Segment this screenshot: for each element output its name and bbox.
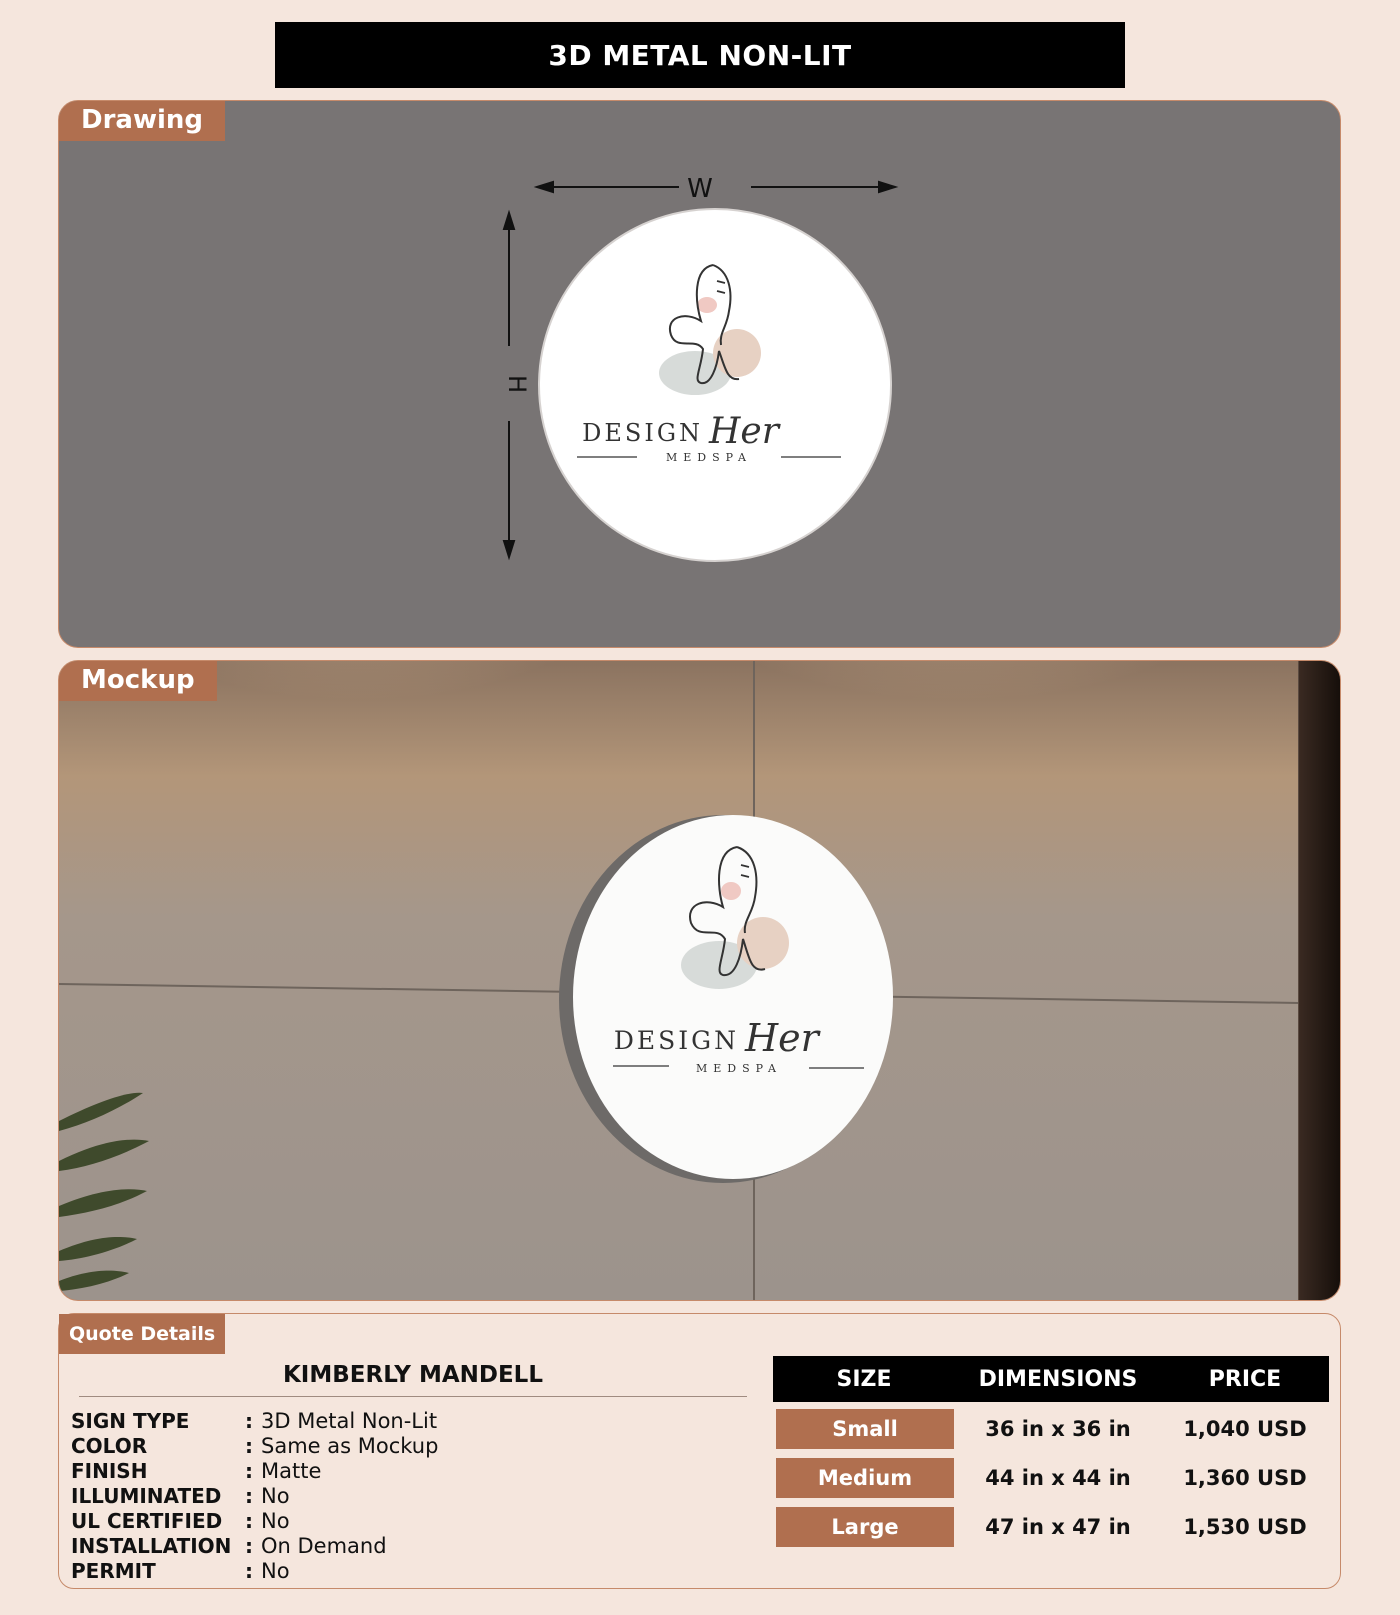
dimensions-cell: 44 in x 44 in (985, 1466, 1131, 1490)
quote-details-tag: Quote Details (59, 1314, 225, 1354)
spec-value: On Demand (261, 1533, 387, 1558)
spec-label: INSTALLATION (71, 1533, 232, 1558)
spec-colon: : (245, 1433, 253, 1458)
header-price: PRICE (1208, 1366, 1282, 1392)
mockup-panel (58, 660, 1341, 1301)
spec-label: SIGN TYPE (71, 1408, 190, 1433)
mockup-logo-sub-medspa: MEDSPA (696, 1062, 782, 1075)
spec-label: FINISH (71, 1458, 148, 1483)
width-label: W (687, 174, 713, 204)
drawing-panel (58, 100, 1341, 648)
spec-colon: : (245, 1408, 253, 1433)
price-row-small (773, 1407, 1329, 1451)
spec-value: 3D Metal Non-Lit (261, 1408, 438, 1433)
mockup-tag: Mockup (59, 661, 217, 701)
dimensions-cell: 47 in x 47 in (985, 1515, 1131, 1539)
drawing-tag: Drawing (59, 101, 225, 141)
spec-value: No (261, 1508, 290, 1533)
logo-sub-medspa: MEDSPA (666, 451, 752, 464)
price-table (773, 1356, 1329, 1549)
spec-label: UL CERTIFIED (71, 1508, 223, 1533)
spec-colon: : (245, 1508, 253, 1533)
spec-value: Matte (261, 1458, 322, 1483)
spec-label: PERMIT (71, 1558, 156, 1583)
spec-row-permit (71, 1558, 438, 1583)
price-table-header (773, 1356, 1329, 1402)
mockup-logo-word-her: Her (745, 1016, 819, 1060)
spec-value: Same as Mockup (261, 1433, 439, 1458)
spec-row-sign-type (71, 1408, 438, 1433)
logo-word-her: Her (709, 411, 779, 452)
spec-value: No (261, 1558, 290, 1583)
sign-drawing (59, 101, 1341, 648)
size-option-large[interactable]: Large (776, 1507, 954, 1547)
spec-row-finish (71, 1458, 438, 1483)
height-label: H (503, 374, 531, 394)
spec-colon: : (245, 1558, 253, 1583)
spec-colon: : (245, 1533, 253, 1558)
quote-details-panel (58, 1313, 1341, 1589)
size-option-medium[interactable]: Medium (776, 1458, 954, 1498)
spec-row-ul-certified (71, 1508, 438, 1533)
price-cell: 1,530 USD (1183, 1515, 1307, 1539)
spec-list (71, 1408, 438, 1583)
spec-row-installation (71, 1533, 438, 1558)
header-size: SIZE (836, 1366, 892, 1392)
mockup-scene (59, 661, 1341, 1301)
price-cell: 1,360 USD (1183, 1466, 1307, 1490)
mockup-sign-face (573, 815, 893, 1179)
spec-row-illuminated (71, 1483, 438, 1508)
header-dimensions: DIMENSIONS (978, 1366, 1138, 1392)
width-dimension-arrow (537, 182, 895, 192)
spec-colon: : (245, 1458, 253, 1483)
price-cell: 1,040 USD (1183, 1417, 1307, 1441)
mockup-logo-word-design: DESIGN (613, 1026, 739, 1055)
logo-word-design: DESIGN (582, 419, 703, 447)
page-title: 3D METAL NON-LIT (275, 22, 1125, 88)
spec-row-color (71, 1433, 438, 1458)
spec-label: ILLUMINATED (71, 1483, 222, 1508)
customer-name: KIMBERLY MANDELL (79, 1362, 747, 1397)
spec-label: COLOR (71, 1433, 148, 1458)
price-row-large (773, 1505, 1329, 1549)
spec-value: No (261, 1483, 290, 1508)
price-row-medium (773, 1456, 1329, 1500)
size-option-small[interactable]: Small (776, 1409, 954, 1449)
spec-colon: : (245, 1483, 253, 1508)
dimensions-cell: 36 in x 36 in (985, 1417, 1131, 1441)
